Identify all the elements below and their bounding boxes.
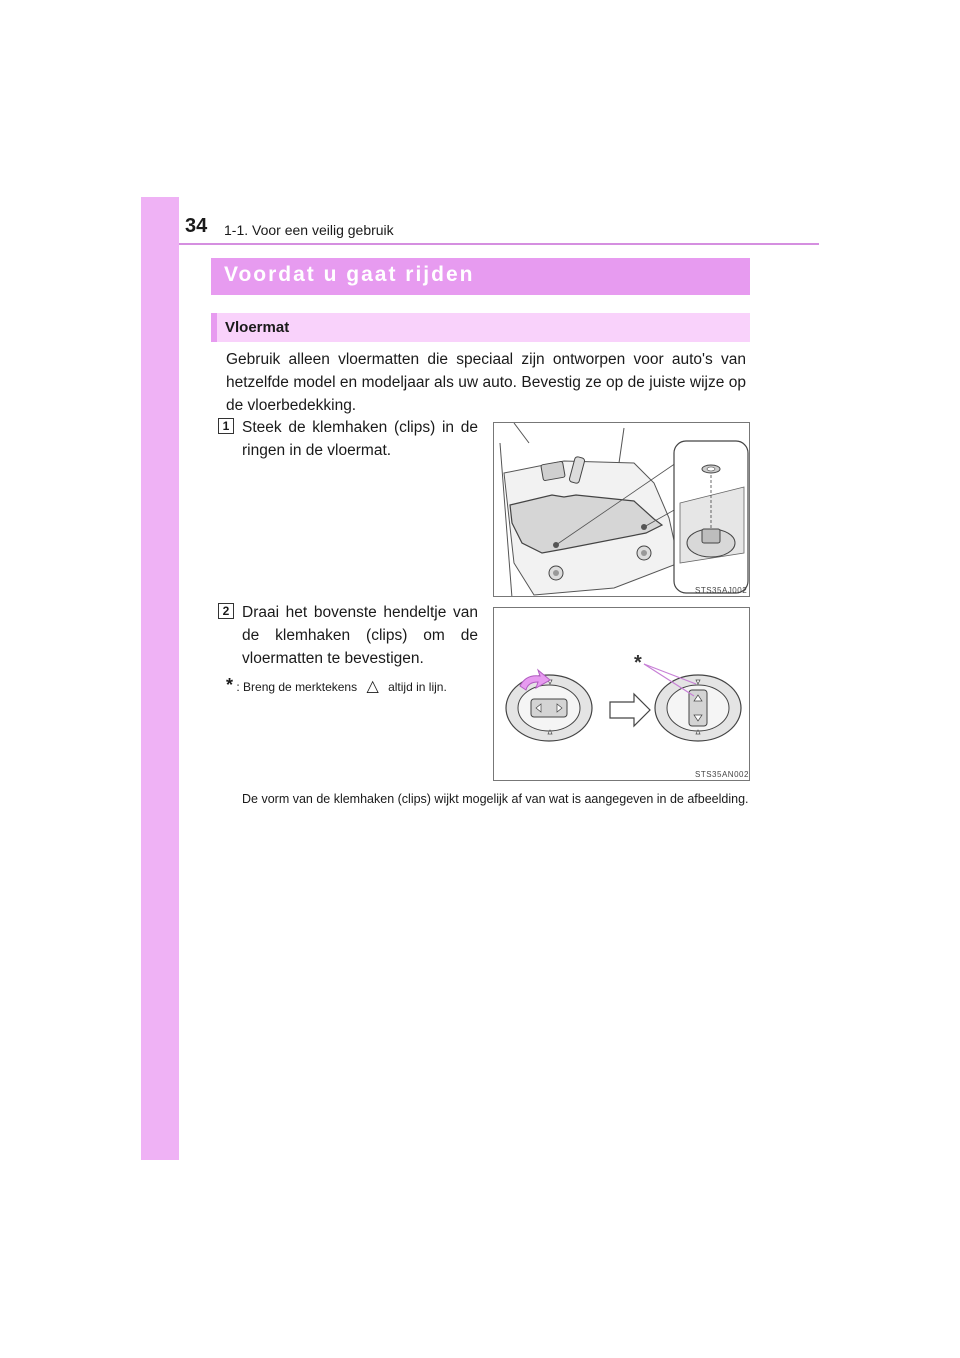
step-1-text: Steek de klemhaken (clips) in de ringen in de vloermat. [242,419,478,459]
floor-mat-figure [493,422,750,597]
chapter-title: 1-1. Voor een veilig gebruik [224,222,394,238]
footnote: De vorm van de klemhaken (clips) wijkt mogelijk af van wat is aangegeven in de afbeelding. [242,792,749,806]
figure-marker: * [634,652,643,674]
step-number-1: 1 [218,418,234,434]
note-text-before: : Breng de merktekens [236,680,358,694]
triangle-icon: △ [366,678,379,695]
section-title: Voordat u gaat rijden [224,263,475,286]
step-2-text: Draai het bovenste hendeltje van de klemhaken (clips) om de vloermatten te bevestigen. [242,604,478,667]
note-text-after: altijd in lijn. [388,680,447,694]
clip-rotation-figure [493,607,750,781]
intro-paragraph: Gebruik alleen vloermatten die speciaal zijn ontworpen voor auto's van hetzelfde model en modeljaar als uw auto. Bevestig ze op de juiste wijze op de vloerbedekking. [226,351,746,414]
header-divider [179,243,819,245]
clip-rotation-illustration [494,608,750,781]
floor-mat-illustration [494,423,750,597]
subsection-banner [211,313,750,342]
subsection-title: Vloermat [225,319,290,336]
figure-code: STS35AN002 [695,770,749,779]
alignment-note [226,677,478,695]
figure-code: STS35AJ002 [695,586,748,595]
page-number: 34 [185,215,208,237]
note-marker: * [226,675,234,695]
step-number-2: 2 [218,603,234,619]
chapter-side-tab [141,197,179,1160]
